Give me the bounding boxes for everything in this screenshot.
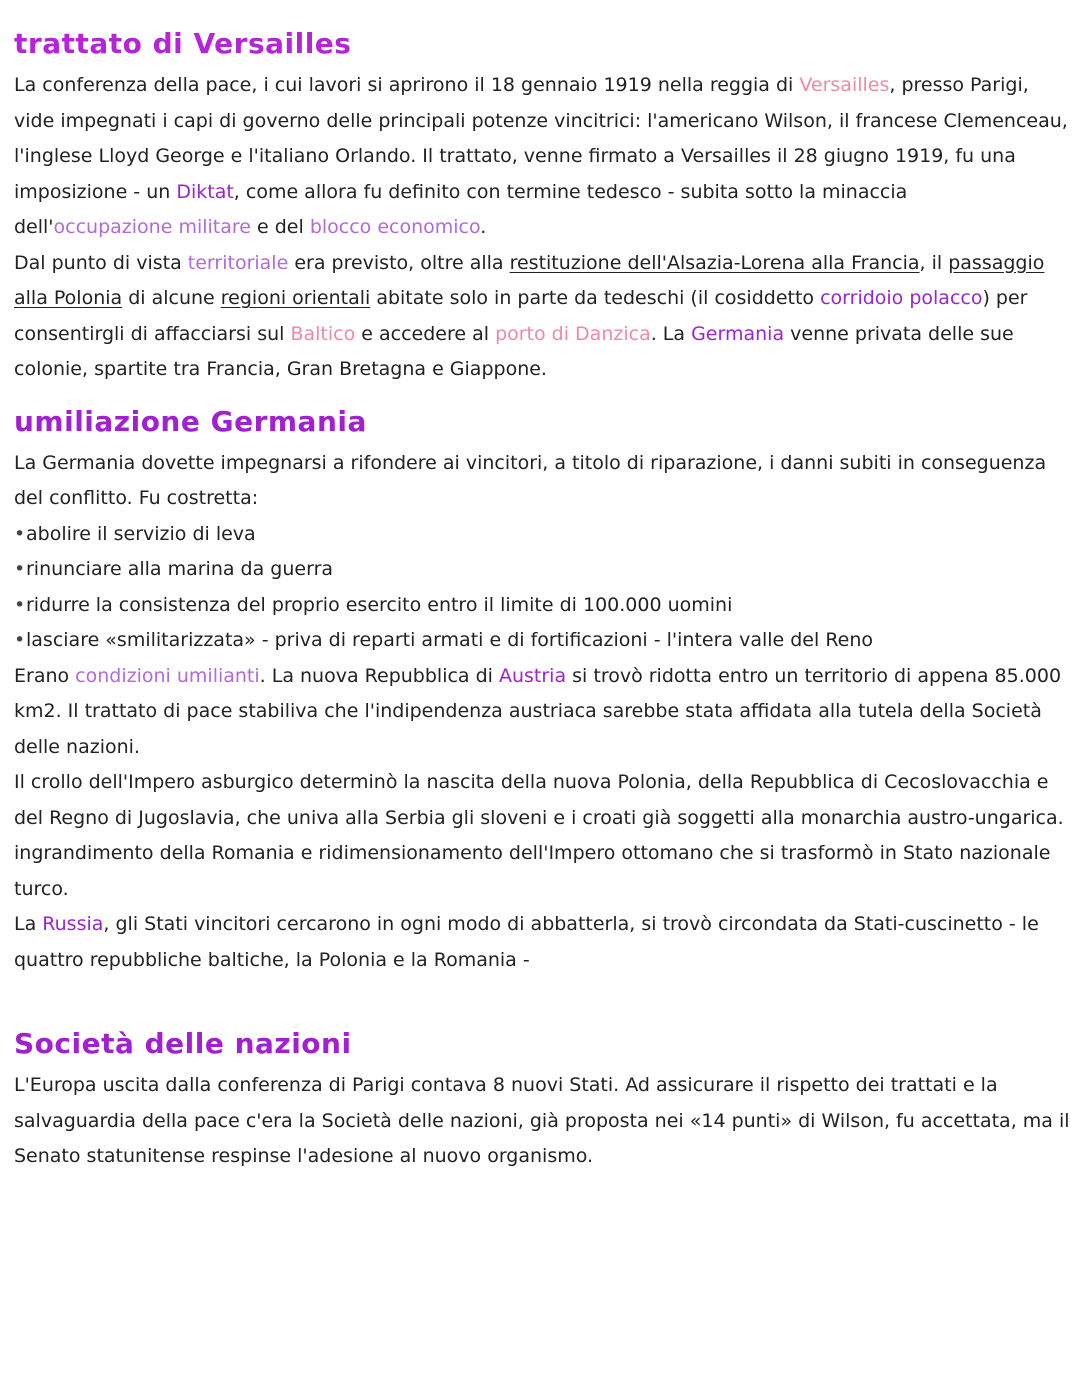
text-run: . La [650,322,692,345]
paragraph-russia [14,907,1070,978]
text-run: , il [919,251,949,274]
text-run: , gli Stati vincitori cercarono in ogni modo di abbatterla, si trovò circondata da Stati-cuscinetto - le quattro repubbliche baltiche, la Polonia e la Romania - [14,913,1039,971]
term-diktat: Diktat [176,180,234,203]
term-corridoio-polacco: corridoio polacco [820,287,983,309]
paragraph-societa-nazioni: L'Europa uscita dalla conferenza di Parigi contava 8 nuovi Stati. Ad assicurare il rispetto dei trattati e la salvaguardia della pace c'era la Società delle nazioni, già proposta nei «14 punti» di Wilson, fu accettata, ma il Senato statunitense respinse l'adesione al nuovo organismo. [14,1074,1070,1167]
text-run: , come allora fu definito con termine tedesco - subita sotto la minaccia dell' [14,180,908,238]
term-regioni-orientali: regioni orientali [220,287,371,309]
obligations-list [14,517,1070,659]
paragraph-riparazione: La Germania dovette impegnarsi a rifondere ai vincitori, a titolo di riparazione, i danni subiti in conseguenza del conflitto. Fu costretta: [14,451,1047,509]
term-occupazione-militare: occupazione militare [53,216,251,238]
text-run: . [480,216,487,238]
text-run: La conferenza della pace, i cui lavori si aprirono il 18 gennaio 1919 nella reggia di [14,74,800,96]
list-item: • rinunciare alla marina da guerra [14,552,1070,588]
term-germania: Germania [691,322,785,345]
list-item: • lasciare «smilitarizzata» - priva di reparti armati e di fortificazioni - l'intera valle del Reno [14,623,1070,659]
text-run: Dal punto di vista [14,251,188,274]
paragraph-impero-asburgico: Il crollo dell'Impero asburgico determinò la nascita della nuova Polonia, della Repubblica di Cecoslovacchia e del Regno di Jugoslavia, che univa alla Serbia gli sloveni e i croati già soggetti alla monarchia austro-ungarica. ingrandimento della Romania e ridimensionamento dell'Impero ottomano che si trasformò in Stato nazionale turco. [14,771,1064,900]
term-territoriale: territoriale [187,251,289,274]
text-run: . La nuova Repubblica di [259,664,499,687]
text-run: abitate solo in parte da tedeschi (il cosiddetto [370,287,821,309]
term-russia: Russia [42,913,104,935]
text-run: di alcune [122,287,221,309]
section-title-umiliazione: umiliazione Germania [14,404,367,438]
term-restituzione-alsazia: restituzione dell'Alsazia-Lorena alla Francia [509,251,920,274]
term-condizioni-umilianti: condizioni umilianti [75,664,260,687]
text-run: si trovò ridotta entro un territorio di appena 85.000 km2. Il trattato di pace stabiliva che l'indipendenza austriaca sarebbe stata affidata alla tutela della Società delle nazioni. [14,664,1062,758]
list-item: • ridurre la consistenza del proprio esercito entro il limite di 100.000 uomini [14,588,1070,624]
term-versailles: Versailles [799,74,890,96]
text-run: , presso Parigi, vide impegnati i capi di governo delle principali potenze vincitrici: l'americano Wilson, il francese Clemenceau, l'inglese Lloyd George e l'italiano Orlando. Il trattato, venne firmato a Versailles il 28 giugno 1919, fu una imposizione - un [14,74,1068,203]
list-item: • abolire il servizio di leva [14,517,1070,553]
section-title-versailles: trattato di Versailles [14,27,352,60]
paragraph-territoriale [14,246,1070,388]
paragraph-austria [14,659,1070,766]
text-run: era previsto, oltre alla [288,251,510,274]
section-title-societa: Società delle nazioni [14,1027,352,1060]
term-blocco-economico: blocco economico [309,216,481,238]
paragraph-conferenza [14,68,1070,246]
text-run: venne privata delle sue colonie, spartite tra Francia, Gran Bretagna e Giappone. [14,322,1014,380]
text-run: e accedere al [355,322,496,345]
notes-page [14,24,1070,1175]
term-baltico: Baltico [290,322,356,345]
text-run: La [14,913,43,935]
term-passaggio-polonia: passaggio alla Polonia [14,251,1045,309]
text-run: ) per consentirgli di affacciarsi sul [14,287,1028,345]
text-run: Erano [14,664,76,687]
term-austria: Austria [498,664,567,687]
term-porto-danzica: porto di Danzica [495,322,651,345]
text-run: e del [250,216,310,238]
